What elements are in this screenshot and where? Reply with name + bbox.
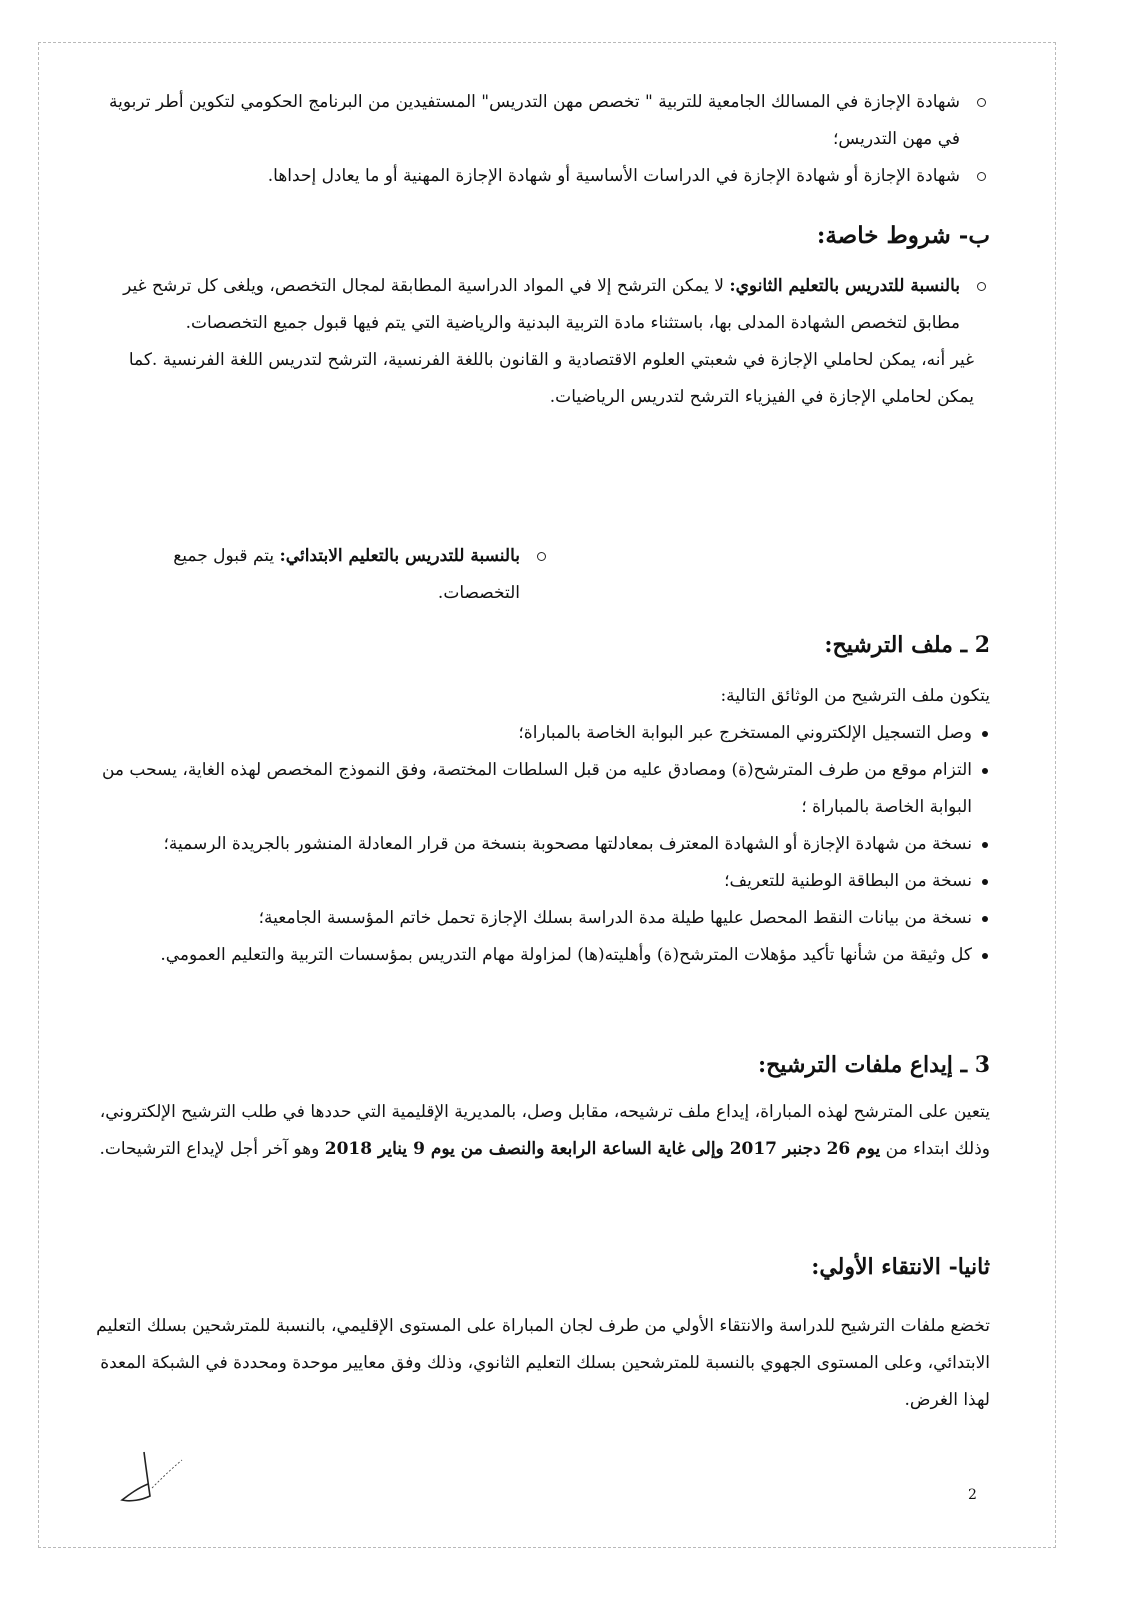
section-special-conditions (88, 222, 990, 249)
section-application-file (88, 632, 990, 658)
submission-dates: يوم 26 دجنبر 2017 وإلى غاية الساعة الرابعة والنصف من يوم 9 يناير 2018 (324, 1139, 881, 1159)
document-page (88, 0, 990, 1600)
application-file-list (88, 678, 990, 974)
signature (112, 1448, 202, 1518)
secondary-teaching-block (88, 268, 990, 416)
list-item: وصل التسجيل الإلكتروني المستخرج عبر البوابة الخاصة بالمباراة؛ (88, 715, 990, 752)
secondary-text: لا يمكن الترشح إلا في المواد الدراسية المطابقة لمجال التخصص، ويلغى كل ترشح غير مطابق لتخصص الشهادة المدلى بها، باستثناء مادة التربية البدنية والرياضية التي يتم فيها قبول جميع التخصصات. (123, 276, 960, 333)
primary-label: بالنسبة للتدريس بالتعليم الابتدائي: (279, 546, 520, 566)
bullet-list-top (88, 84, 990, 195)
secondary-note: غير أنه، يمكن لحاملي الإجازة في شعبتي العلوم الاقتصادية و القانون باللغة الفرنسية، الترشح لتدريس اللغة الفرنسية .كما يمكن لحاملي الإجازة في الفيزياء الترشح لتدريس الرياضيات. (128, 350, 974, 407)
section-file-submission (88, 1052, 990, 1078)
selection-paragraph: تخضع ملفات الترشيح للدراسة والانتقاء الأولي من طرف لجان المباراة على المستوى الإقليمي، بالنسبة للمترشحين بسلك التعليم الابتدائي، وعلى المستوى الجهوي بالنسبة للمترشحين بسلك التعليم الثانوي، وذلك وفق معايير موحدة ومحددة في الشبكة المعدة لهذا الغرض. (96, 1316, 990, 1410)
list-intro: يتكون ملف الترشيح من الوثائق التالية: (720, 686, 990, 706)
list-item: نسخة من شهادة الإجازة أو الشهادة المعترف بمعادلتها مصحوبة بنسخة من قرار المعادلة المنشور بالجريدة الرسمية؛ (88, 826, 990, 863)
list-item: نسخة من البطاقة الوطنية للتعريف؛ (88, 863, 990, 900)
primary-text: يتم قبول جميع التخصصات. (173, 546, 520, 603)
page-number: 2 (968, 1487, 977, 1503)
bullet-item: شهادة الإجازة أو شهادة الإجازة في الدراسات الأساسية أو شهادة الإجازة المهنية أو ما يعادل إحداها. (88, 158, 990, 195)
file-submission-text (88, 1094, 990, 1168)
section-title: ب- شروط خاصة: (816, 222, 990, 249)
list-item: التزام موقع من طرف المترشح(ة) ومصادق عليه من قبل السلطات المختصة، وفق النموذج المخصص لهذه الغاية، يسحب من البوابة الخاصة بالمباراة ؛ (88, 752, 990, 826)
submission-paragraph: يتعين على المترشح لهذه المباراة، إيداع ملف ترشيحه، مقابل وصل، بالمديرية الإقليمية التي حددها في طلب الترشيح الإلكتروني، وذلك ابتداء من يوم 26 دجنبر 2017 وإلى غاية الساعة الرابعة والنصف من يوم 9 يناير 2018 وهو آخر أجل لإيداع الترشيحات. (99, 1102, 990, 1159)
section-title: 3 ـ إيداع ملفات الترشيح: (757, 1052, 990, 1078)
list-item: كل وثيقة من شأنها تأكيد مؤهلات المترشح(ة) وأهليته(ها) لمزاولة مهام التدريس بمؤسسات التربية والتعليم العمومي. (88, 937, 990, 974)
bullet-item (88, 268, 990, 342)
preliminary-selection-text (88, 1308, 990, 1419)
secondary-label: بالنسبة للتدريس بالتعليم الثانوي: (729, 276, 960, 296)
bullet-item: شهادة الإجازة في المسالك الجامعية للتربية " تخصص مهن التدريس" المستفيدين من البرنامج الحكومي لتكوين أطر تربوية في مهن التدريس؛ (88, 84, 990, 158)
section-title: ثانيا- الانتقاء الأولي: (811, 1254, 990, 1280)
section-title: 2 ـ ملف الترشيح: (824, 632, 990, 658)
section-preliminary-selection (88, 1254, 990, 1280)
bullet-item (88, 538, 550, 612)
primary-teaching-block (88, 538, 990, 612)
list-item: نسخة من بيانات النقط المحصل عليها طيلة مدة الدراسة بسلك الإجازة تحمل خاتم المؤسسة الجامعية؛ (88, 900, 990, 937)
